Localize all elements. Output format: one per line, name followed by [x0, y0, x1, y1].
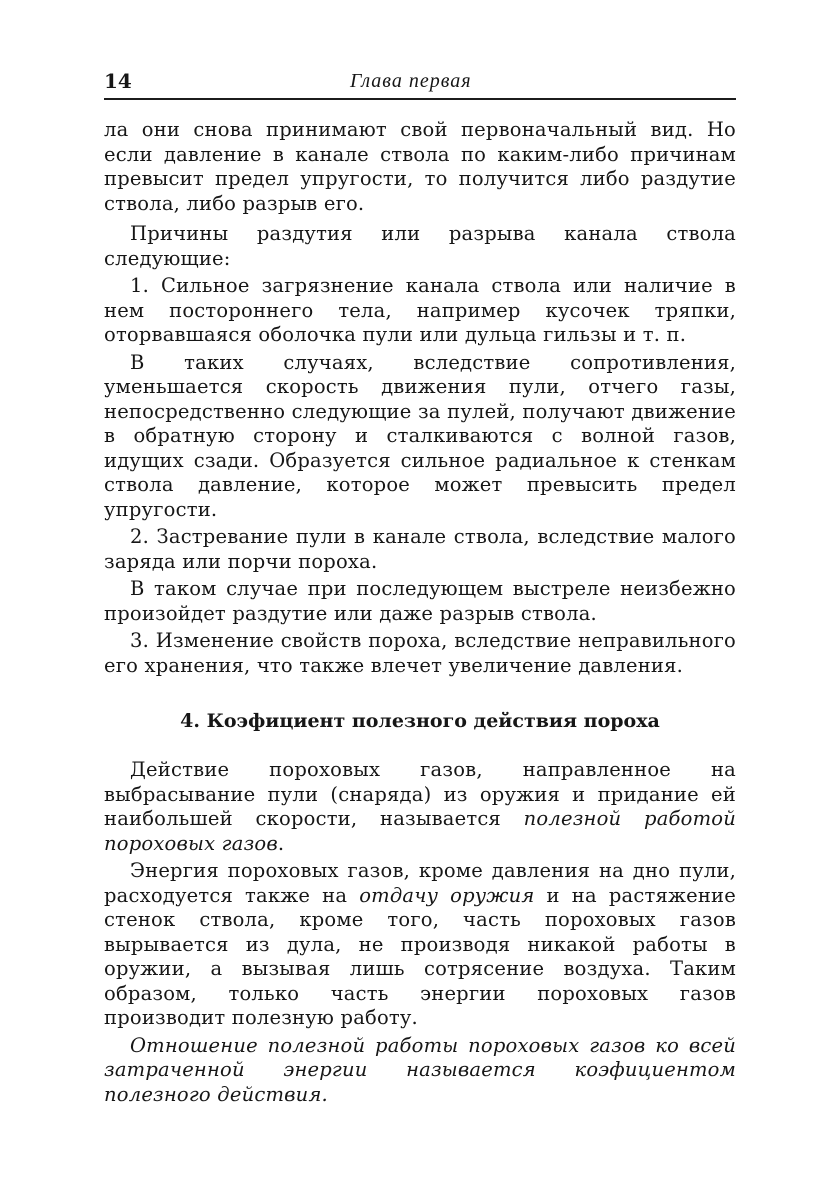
paragraph-cause-1-explanation: В таких случаях, вследствие сопротивления, уменьшается скорость движения пули, отчего газы, непосредственно следующие за пулей, получают движение в обратную сторону и сталкиваются с волной газов, идущих сзади. Образуется сильное радиальное к стенкам ствола давление, которое может превысить предел упругости. [104, 350, 736, 521]
energy-text-rest: и на растяжение стенок ствола, кроме того, часть пороховых газов вырывается из дула, не производя никакой работы в оружии, а вызывая лишь сотрясение воздуха. Таким образом, только часть энергии пороховых газов производит полезную работу. [104, 883, 736, 1029]
page-body [104, 118, 736, 1107]
paragraph-continuation: ла они снова принимают свой первоначальный вид. Но если давление в канале ствола по каким-либо причинам превысит предел упругости, то получится либо раздутие ствола, либо разрыв его. [104, 118, 736, 215]
section-heading: 4. Коэфициент полезного действия пороха [180, 710, 660, 732]
paragraph-cause-2: 2. Застревание пули в канале ствола, вследствие малого заряда или порчи пороха. [104, 525, 736, 573]
paragraph-causes-intro: Причины раздутия или разрыва канала ствола следующие: [104, 222, 736, 270]
page-number: 14 [104, 69, 132, 93]
energy-text-start: Энергия пороховых газов, кроме давления на дно пули, расходуется также на [104, 859, 736, 907]
paragraph-cause-3: 3. Изменение свойств пороха, вследствие неправильного его хранения, что также влечет увеличение давления. [104, 629, 736, 677]
useful-work-term: полезной работой пороховых газов [104, 807, 736, 855]
page-header [104, 68, 736, 100]
useful-work-end: . [277, 831, 285, 855]
energy-term-recoil: отдачу оружия [359, 883, 535, 907]
paragraph-energy [104, 859, 736, 1031]
paragraph-cause-1: 1. Сильное загрязнение канала ствола или наличие в нем постороннего тела, например кусочек тряпки, оторвавшаяся оболочка пули или дульца гильзы и т. п. [104, 274, 736, 346]
paragraph-definition: Отношение полезной работы пороховых газов ко всей затраченной энергии называется коэфициентом полезного действия. [104, 1033, 736, 1106]
useful-work-text: Действие пороховых газов, направленное на выбрасывание пули (снаряда) из оружия и придание ей наибольшей скорости, называется [104, 758, 736, 830]
paragraph-useful-work [104, 758, 736, 856]
running-head: Глава первая [350, 70, 472, 92]
paragraph-cause-2-explanation: В таком случае при последующем выстреле неизбежно произойдет раздутие или даже разрыв ствола. [104, 577, 736, 625]
